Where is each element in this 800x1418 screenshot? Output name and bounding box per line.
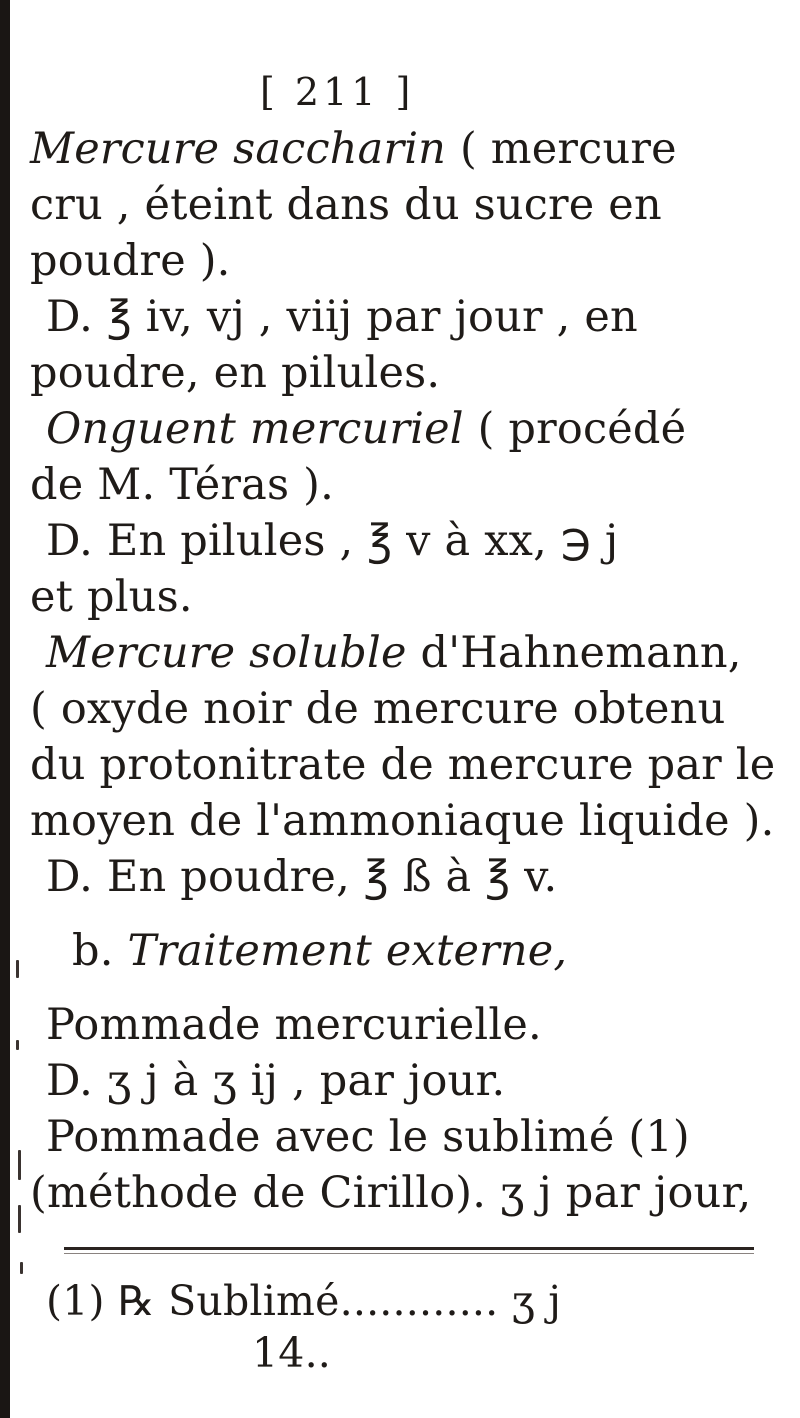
footnote-rule	[64, 1247, 754, 1250]
text-line: Mercure soluble d'Hahnemann,	[46, 628, 742, 678]
heading-traitement-externe: Traitement externe,	[127, 926, 568, 976]
text-line: de M. Téras ).	[30, 460, 334, 510]
section-heading: b. Traitement externe,	[72, 926, 568, 976]
dose-line: D. En poudre, ℥ ß à ℥ v.	[46, 852, 558, 902]
signature-mark: 14..	[252, 1329, 332, 1377]
footnote-rule-thin	[64, 1253, 754, 1254]
text-line: Pommade mercurielle.	[46, 1000, 542, 1050]
dose-line: D. En pilules , ℥ v à xx, ℈ j	[46, 516, 619, 566]
page-number-header: [ 211 ]	[260, 70, 415, 114]
text-line: Onguent mercuriel ( procédé	[46, 404, 687, 454]
book-spine-edge	[0, 0, 10, 1418]
footnote: (1) ℞ Sublimé............ ʒ j	[46, 1277, 562, 1325]
text-line: moyen de l'ammoniaque liquide ).	[30, 796, 775, 846]
text-line: et plus.	[30, 572, 193, 622]
book-page	[30, 0, 776, 1418]
heading-mercure-saccharin: Mercure saccharin	[30, 124, 447, 174]
heading-mercure-soluble: Mercure soluble	[46, 628, 407, 678]
text-line: cru , éteint dans du sucre en	[30, 180, 662, 230]
text-line: poudre, en pilules.	[30, 348, 441, 398]
heading-onguent-mercuriel: Onguent mercuriel	[46, 404, 464, 454]
text-line: du protonitrate de mercure par le	[30, 740, 776, 790]
text-line: Pommade avec le sublimé (1)	[46, 1112, 690, 1162]
text-line: poudre ).	[30, 236, 231, 286]
text-line: (méthode de Cirillo). ʒ j par jour,	[30, 1168, 752, 1218]
text-line: ( oxyde noir de mercure obtenu	[30, 684, 726, 734]
text-line: Mercure saccharin ( mercure	[30, 124, 677, 174]
dose-line: D. ℥ iv, vj , viij par jour , en	[46, 292, 638, 342]
dose-line: D. ʒ j à ʒ ij , par jour.	[46, 1056, 506, 1106]
